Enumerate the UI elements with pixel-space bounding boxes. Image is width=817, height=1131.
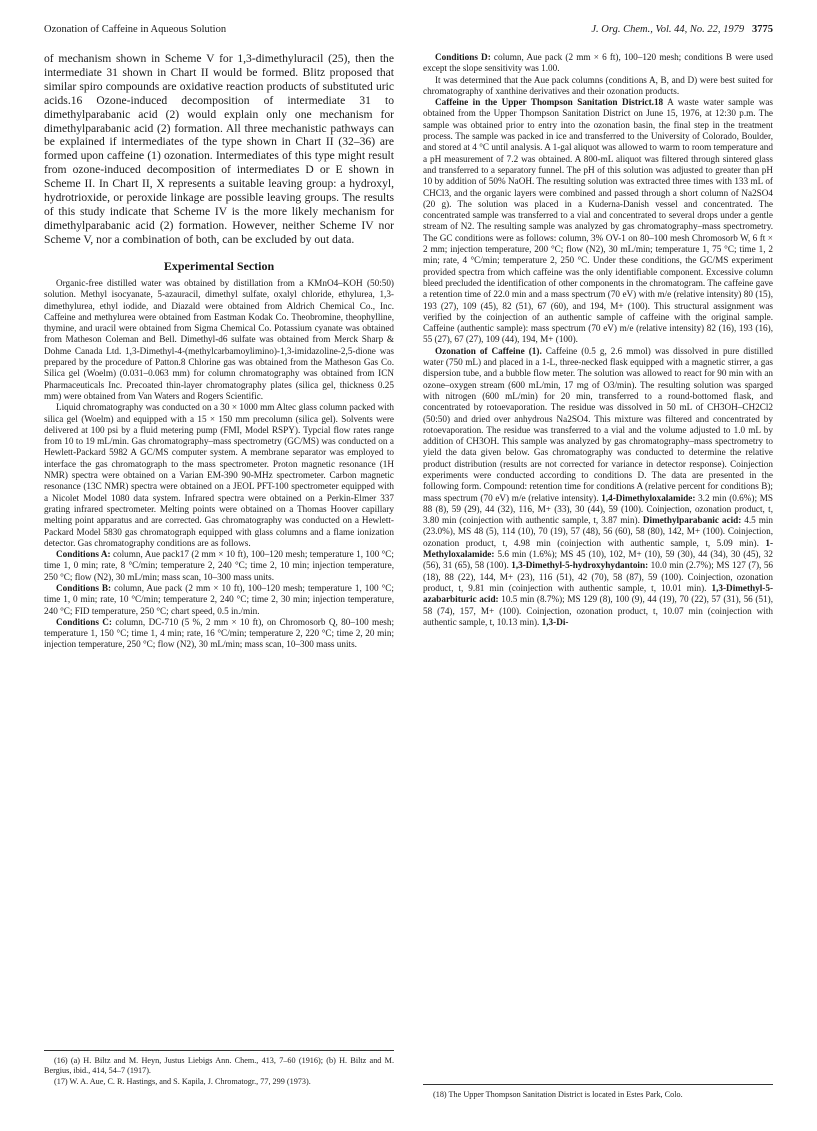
page-number: 3775: [752, 24, 773, 35]
footnotes-right: [423, 1084, 773, 1101]
left-column: [44, 52, 394, 651]
intro-paragraph: of mechanism shown in Scheme V for 1,3-dimethyluracil (25), then the intermediate 31 shown in Chart II would be formed. Blitz proposed that similar spiro compounds are oxidative reaction products of substituted uric acids.16 Ozone-induced decomposition of intermediate 31 to dimethylparabanic acid (2) would explain only one mechanism for dimethylparabanic acid (2) formation. All three mechanistic pathways can be explained if intermediates of the type shown in Chart II (32–36) are formed upon caffeine (1) ozonation. Intermediates of this type might result from ozone-induced decomposition of intermediates D or E shown in Scheme II. In Chart II, X represents a suitable leaving group: a hydroxyl, hydrotrioxide, or peroxide linkage are possible leaving groups. The results of this study indicate that Scheme IV is the more likely mechanism for dimethylparabanic acid (2) formation. However, neither Scheme IV nor Scheme V, nor a combination of both, can be excluded by out data.: [44, 52, 394, 246]
footnote-18: (18) The Upper Thompson Sanitation District is located in Estes Park, Colo.: [433, 1090, 683, 1099]
conditions-c-paragraph: Conditions C: column, DC-710 (5 %, 2 mm × 10 ft), on Chromosorb Q, 80–100 mesh; temperature 1, 150 °C; time 1, 4 min; rate, 16 °C/min; temperature 2, 220 °C; time 2, 20 min; injection temperature, 250 °C; flow (N2), 30 mL/min; mass scan, 10–300 mass units.: [44, 616, 394, 650]
running-header: [44, 24, 773, 38]
materials-paragraph: Organic-free distilled water was obtained by distillation from a KMnO4–KOH (50:50) solution. Methyl isocyanate, 5-azauracil, dimethyl sulfate, oxalyl chloride, ethylurea, 1,3-dimethylurea, ethyl iodide, and Diazald were obtained from Aldrich Chemical Co., Inc. Caffeine and methylurea were obtained from Eastman Kodak Co. Theobromine, theophylline, thymine, and uracil were obtained from Sigma Chemical Co. Potassium cyanate was obtained from Matheson Coleman and Bell. Dimethyl-d6 sulfate was obtained from Merck Sharp & Dohme Canada Ltd. 1,3-Dimethyl-4-(methylcarbamoylimino)-1,3-imidazoline-2,5-dione was prepared by the procedure of Patton.8 Chlorine gas was obtained from the Matheson Gas Co. Silica gel (Woelm) (0.031–0.063 mm) for column chromatography was obtained from ICN Pharmaceuticals Inc. Precoated thin-layer chromatography plates (silica gel, thickness 0.25 mm) were obtained from Van Waters and Rogers Scientific.: [44, 277, 394, 401]
running-title: Ozonation of Caffeine in Aqueous Solution: [44, 24, 227, 35]
upper-thompson-paragraph: Caffeine in the Upper Thompson Sanitation District.18 A waste water sample was obtained from the Upper Thompson Sanitation District on June 15, 1976, at 12:30 p.m. The sample was obtained prior to entry into the ozonation basin, the final step in the treatment process. The sample was packed in ice and transferred to the University of Colorado, Boulder, and stored at 4 °C until analysis. A 1-gal aliquot was allowed to warm to room temperature and a pH measurement of 7.2 was obtained. A 800-mL aliquot was filtered through sintered glass and transferred to a separatory funnel. The pH of this solution was adjusted to greater than pH 10 by addition of 50% NaOH. The resulting solution was extracted three times with 133 mL of CHCl3, and the organic layers were combined and passed through a short column of Na2SO4 (20 g). The solution was placed in a Kuderna-Danish vessel and concentrated. The concentrated sample was transferred to a vial and concentrated to several drops under a gentle stream of N2. The resulting sample was analyzed by gas chromatography–mass spectrometry. The GC conditions were as follows: column, 3% OV-1 on 80–100 mesh Chromosorb W, 6 ft × 2 mm; injection temperature, 200 °C; flow (N2), 30 mL/min; temperature 1, 75 °C; time 1, 2 min; rate, 4 °C/min; temperature 2, 250 °C. Under these conditions, the GC/MS experiment provided spectra from which caffeine was the only identifiable component. Excessive column bleed precluded the identification of other components in the chromatogram. The caffeine gave a retention time of 22.0 min and a mass spectrum (70 eV) with m/e (relative intensity) 80 (15), 193 (27), 109 (45), 82 (51), 67 (60), and 194, M+ (100). This structural assignment was verified by the coinjection of an authentic sample of caffeine with the original sample. Caffeine (authentic sample): mass spectrum (70 eV) m/e (relative intensity) 82 (16), 193 (16), 55 (27), 67 (27), 109 (44), 194, M+ (100).: [423, 97, 773, 345]
footnote-17: (17) W. A. Aue, C. R. Hastings, and S. Kapila, J. Chromatogr., 77, 299 (1973).: [54, 1076, 311, 1086]
conditions-d-paragraph: Conditions D: column, Aue pack (2 mm × 6 ft), 100–120 mesh; conditions B were used except the slope sensitivity was 1.00.: [423, 52, 774, 74]
conditions-b-paragraph: Conditions B: column, Aue pack (2 mm × 10 ft), 100–120 mesh; temperature 1, 100 °C; time 1, 0 min; rate, 10 °C/min; temperature 2, 240 °C; time 2, 30 min; injection temperature, 240 °C; FID temperature, 250 °C; chart speed, 0.5 in./min.: [44, 583, 394, 616]
journal-citation: J. Org. Chem., Vol. 44, No. 22, 1979 3775: [591, 24, 773, 35]
conditions-a-paragraph: Conditions A: column, Aue pack17 (2 mm × 10 ft), 100–120 mesh; temperature 1, 100 °C; time 1, 0 min; rate, 8 °C/min; temperature 2, 240 °C; time 2, 10 min; injection temperature, 250 °C; flow (N2), 30 mL/min; mass scan, 10–300 mass units.: [44, 549, 394, 582]
instrumentation-paragraph: Liquid chromatography was conducted on a 30 × 1000 mm Altec glass column packed with silica gel (Woelm) and equipped with a 15 × 150 mm precolumn (silica gel). Solvents were delivered at 100 psi by a fluid metering pump (FMI, Model RSPY). Typcial flow rates range from 10 to 19 mL/min. Gas chromatography–mass spectrometry (GC/MS) was conducted on a Hewlett-Packard 5982 A GC/MS computer system. A membrane separator was employed to interface the gas chromatograph to the mass spectrometer. Proton magnetic resonance (1H NMR) spectra were obtained on a Varian EM-390 90-MHz spectrometer. Carbon magnetic resonance (13C NMR) spectra were obtained on a JEOL PFT-100 spectrometer equipped with a Nicolet Model 1080 data system. Infrared spectra were obtained on a Perkin-Elmer 337 grating infrared spectrometer. Melting points were obtained on a Thomas Hoover capillary melting point apparatus and are corrected. Gas chromatography was conducted on a Hewlett-Packard Model 5830 gas chromatograph equipped with glass columns and a flame ionization detector. Gas chromatography conditions are as follows.: [44, 402, 394, 548]
footnote-16: (16) (a) H. Biltz and M. Heyn, Justus Liebigs Ann. Chem., 413, 7–60 (1916); (b) H. Biltz and M. Bergius, ibid., 414, 54–7 (1917).: [44, 1056, 394, 1075]
aue-pack-paragraph: It was determined that the Aue pack columns (conditions A, B, and D) were best suited for chromatography of xanthine derivatives and their ozonation products.: [423, 74, 773, 96]
right-column: [423, 52, 773, 628]
footnotes-left: [44, 1050, 394, 1087]
ozonation-paragraph: Ozonation of Caffeine (1). Caffeine (0.5 g, 2.6 mmol) was dissolved in pure distilled water (750 mL) and placed in a 1-L, three-necked flask equipped with a magnetic stirrer, a gas dispersion tube, and a bubble flow meter. The solution was allowed to react for 90 min with an ozone–oxygen stream (600 mL/min, 17 mg of O3/min). The resulting solution was sparged with nitrogen (600 mL/min) for 20 min, transferred to a round-bottomed flask, and concentrated by rotoevaporation. The residue was dissolved in 50 mL of CH3OH–CH2Cl2 (50:50) and dried over anhydrous Na2SO4. This mixture was filtered and concentrated by rotoevaporation. The residue was transferred to a vial and the volume adjusted to 1.0 mL by addition of CH3OH. This sample was analyzed by gas chromatography–mass spectrometry to yield the data given below. Gas chromatography was conducted to determine the relative product distribution (results are not corrected for variance in detector response). Coinjection experiments were conducted according to conditions D. The data are presented in the following form. Compound: retention time for conditions A (relative percent for conditions B); mass spectrum (70 eV) m/e (relative intensity). 1,4-Dimethyloxalamide: 3.2 min (0.6%); MS 88 (8), 59 (29), 44 (32), 116, M+ (33), 30 (44), 59 (100). Coinjection, ozonation product, t, 3.80 min (coinjection with authentic sample, t, 3.87 min). Dimethylparabanic acid: 4.5 min (23.0%), MS 48 (5), 114 (10), 70 (19), 57 (48), 56 (60), 58 (80), 142, M+ (100). Coinjection, ozonation product, t, 4.98 min (coinjection with authentic sample, t, 5.09 min). 1-Methyloxalamide: 5.6 min (1.6%); MS 45 (10), 102, M+ (10), 59 (30), 44 (34), 30 (45), 32 (56), 31 (65), 58 (100). 1,3-Dimethyl-5-hydroxyhydantoin: 10.0 min (2.7%); MS 127 (7), 56 (18), 88 (22), 144, M+ (23), 116 (51), 42 (70), 58 (87), 59 (100). Coinjection, ozonation product, t, 9.81 min (coinjection with authentic sample, t, 10.01 min). 1,3-Dimethyl-5-azabarbituric acid: 10.5 min (8.7%); MS 129 (8), 100 (9), 44 (19), 70 (22), 57 (31), 56 (51), 58 (74), 157, M+ (100). Coinjection, ozonation product, t, 10.07 min (coinjection with authentic sample, t, 10.13 min). 1,3-Di-: [423, 345, 774, 627]
section-title: Experimental Section: [163, 258, 275, 273]
